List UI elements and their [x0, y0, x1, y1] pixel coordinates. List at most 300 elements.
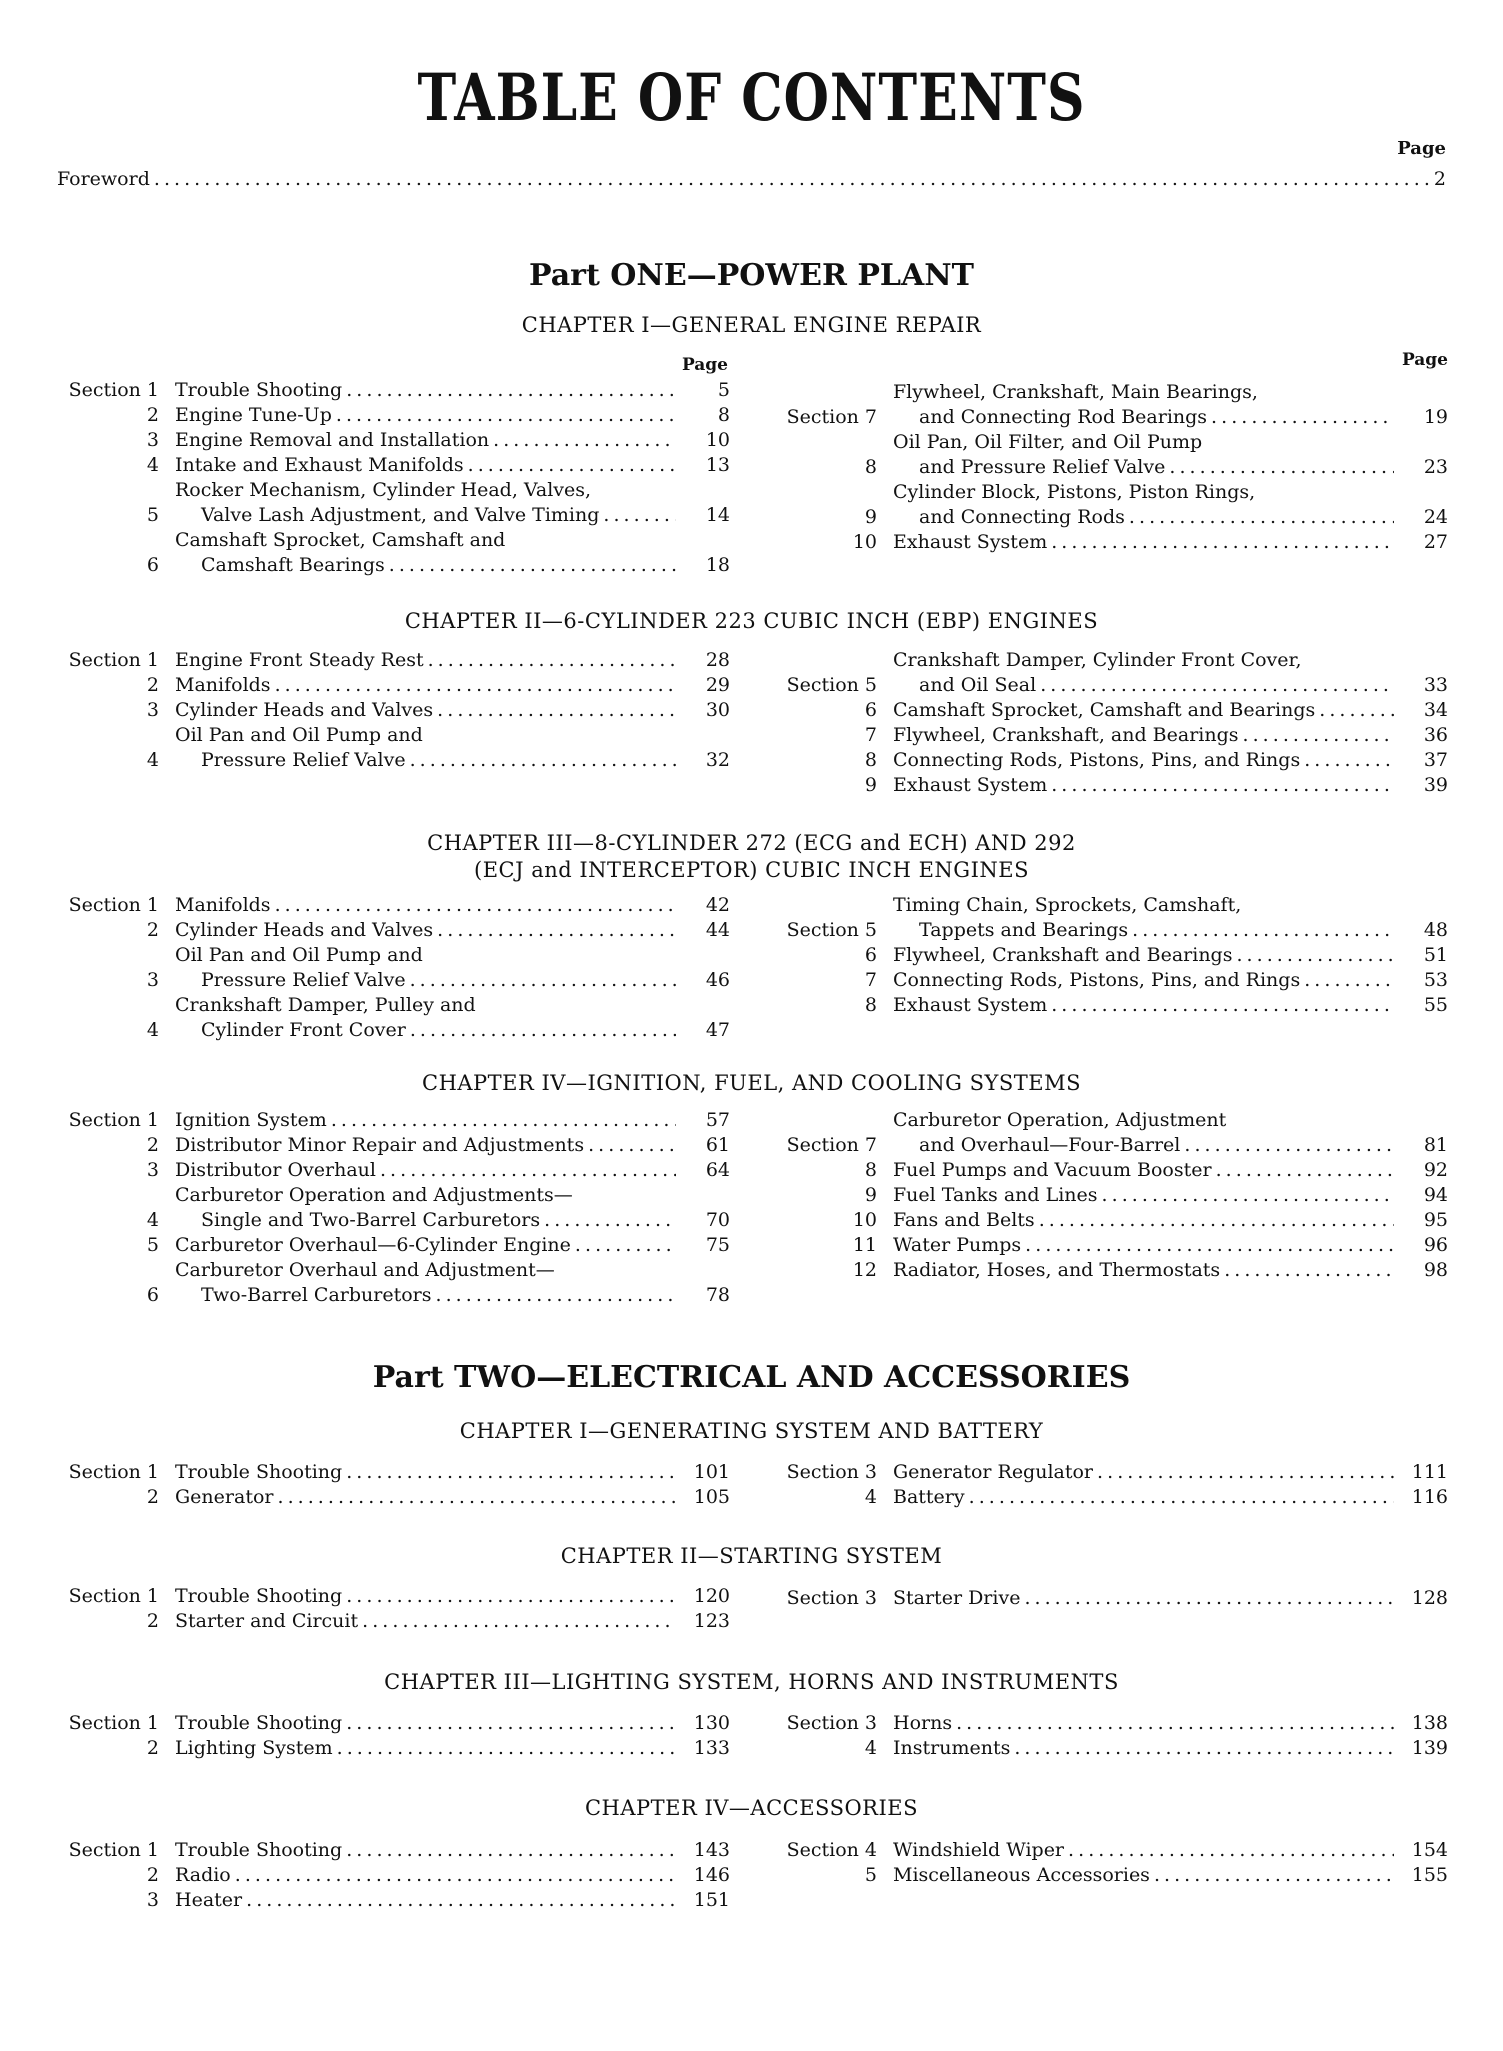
dot-leader [346, 378, 676, 403]
section-number: Section 1 [68, 649, 159, 671]
entry-title: Two-Barrel Carburetors [201, 1284, 432, 1306]
toc-entry[interactable] [775, 1863, 1448, 1888]
entry-title: Carburetor Overhaul—6-Cylinder Engine [175, 1234, 571, 1256]
entry-body [159, 1460, 730, 1485]
toc-entry[interactable] [57, 1711, 730, 1736]
entry-leader-line [893, 943, 1448, 968]
entry-title: and Overhaul—Four-Barrel [919, 1134, 1181, 1156]
toc-entry[interactable] [775, 380, 1448, 430]
toc-entry[interactable] [775, 530, 1448, 555]
toc-column [57, 378, 730, 578]
dot-leader [436, 1283, 676, 1308]
section-number: Section 1 [68, 1712, 159, 1734]
entry-body [877, 648, 1448, 698]
entry-page: 98 [1423, 1259, 1448, 1281]
toc-entry[interactable] [775, 723, 1448, 748]
toc-entry[interactable] [775, 648, 1448, 698]
entry-title: and Oil Seal [919, 674, 1037, 696]
entry-leader-line [175, 1233, 730, 1258]
entry-page: 2 [1433, 168, 1446, 190]
toc-column [57, 648, 730, 773]
entry-title-line: Crankshaft Damper, Cylinder Front Cover, [893, 649, 1302, 671]
section-number: 8 [864, 749, 877, 771]
section-number: 2 [146, 919, 159, 941]
entry-body [159, 478, 730, 528]
entry-leader-line [175, 378, 730, 403]
entry-leader-line [175, 1485, 730, 1510]
entry-title-line: Timing Chain, Sprockets, Camshaft, [893, 894, 1242, 916]
entry-body [159, 993, 730, 1043]
section-number: 4 [864, 1486, 877, 1508]
entry-body [159, 1863, 730, 1888]
dot-leader [1211, 405, 1394, 430]
section-number: Section 1 [68, 1839, 159, 1861]
entry-title: Intake and Exhaust Manifolds [175, 454, 464, 476]
entry-page: 139 [1411, 1737, 1448, 1759]
entry-leader-line [893, 1183, 1448, 1208]
entry-body [877, 773, 1448, 798]
entry-page: 151 [693, 1889, 730, 1911]
entry-title: Distributor Overhaul [175, 1159, 376, 1181]
toc-entry[interactable] [57, 918, 730, 943]
entry-page: 34 [1423, 699, 1448, 721]
toc-entry[interactable] [57, 1133, 730, 1158]
entry-page: 95 [1423, 1209, 1448, 1231]
part-two-title: Part TWO—ELECTRICAL AND ACCESSORIES [372, 1360, 1131, 1395]
toc-entry[interactable] [57, 1108, 730, 1133]
entry-title: Instruments [893, 1737, 1011, 1759]
section-number: Section 5 [786, 919, 877, 941]
entry-body [877, 530, 1448, 555]
toc-entry[interactable] [57, 1838, 730, 1863]
entry-page: 51 [1423, 944, 1448, 966]
entry-leader-line [893, 1863, 1448, 1888]
section-number: 2 [146, 1134, 159, 1156]
dot-leader [437, 918, 676, 943]
toc-entry[interactable] [57, 993, 730, 1043]
dot-leader [346, 1584, 676, 1609]
dot-leader [468, 453, 676, 478]
dot-leader [1224, 1258, 1394, 1283]
dot-leader [1129, 505, 1394, 530]
toc-entry[interactable] [775, 1460, 1448, 1485]
toc-entry[interactable] [57, 1609, 730, 1634]
entry-leader-line [175, 1133, 730, 1158]
dot-leader [346, 1711, 676, 1736]
entry-body [877, 1158, 1448, 1183]
section-number: 8 [864, 1159, 877, 1181]
section-number: Section 7 [786, 406, 877, 428]
toc-column [775, 648, 1448, 798]
dot-leader [1051, 993, 1394, 1018]
entry-page: 18 [705, 554, 730, 576]
dot-leader [1304, 968, 1394, 993]
toc-entry[interactable] [57, 1233, 730, 1258]
entry-leader-line [893, 918, 1448, 943]
entry-page: 39 [1423, 774, 1448, 796]
toc-entry[interactable] [57, 1258, 730, 1308]
entry-title: Lighting System [175, 1737, 333, 1759]
entry-page: 130 [693, 1712, 730, 1734]
toc-column [775, 893, 1448, 1018]
entry-leader-line [175, 453, 730, 478]
dot-leader [1102, 1183, 1394, 1208]
entry-body [877, 1233, 1448, 1258]
entry-title-line: Carburetor Operation and Adjustments— [175, 1184, 573, 1206]
toc-entry[interactable] [57, 1888, 730, 1913]
entry-leader-line [175, 1711, 730, 1736]
entry-leader-line [175, 503, 730, 528]
toc-entry[interactable] [57, 1584, 730, 1609]
toc-entry[interactable] [57, 1460, 730, 1485]
entry-title-line: Crankshaft Damper, Pulley and [175, 994, 476, 1016]
entry-title: Water Pumps [893, 1234, 1022, 1256]
dot-leader [493, 428, 676, 453]
entry-title: Pressure Relief Valve [201, 969, 406, 991]
entry-page: 154 [1411, 1839, 1448, 1861]
entry-page: 37 [1423, 749, 1448, 771]
toc-entry[interactable] [57, 943, 730, 993]
entry-leader-line [893, 723, 1448, 748]
entry-page: 138 [1411, 1712, 1448, 1734]
section-number: 4 [146, 454, 159, 476]
entry-body [159, 1609, 730, 1634]
toc-entry[interactable] [775, 748, 1448, 773]
entry-title: and Connecting Rod Bearings [919, 406, 1208, 428]
entry-leader-line [175, 1108, 730, 1133]
dot-leader [410, 968, 676, 993]
entry-title: Radio [175, 1864, 231, 1886]
dot-leader [410, 1018, 676, 1043]
entry-title-line: Camshaft Sprocket, Camshaft and [175, 529, 506, 551]
toc-entry[interactable] [775, 1158, 1448, 1183]
section-number: Section 3 [786, 1461, 877, 1483]
entry-body [159, 893, 730, 918]
entry-body [159, 1736, 730, 1761]
toc-entry[interactable] [57, 893, 730, 918]
entry-leader-line [175, 1460, 730, 1485]
entry-body [877, 748, 1448, 773]
entry-page: 94 [1423, 1184, 1448, 1206]
entry-body [877, 1183, 1448, 1208]
toc-entry[interactable] [775, 993, 1448, 1018]
entry-title: Fuel Tanks and Lines [893, 1184, 1098, 1206]
toc-entry[interactable] [775, 480, 1448, 530]
dot-leader [275, 673, 676, 698]
section-number: 7 [864, 969, 877, 991]
toc-entry[interactable] [775, 1233, 1448, 1258]
dot-leader [1051, 530, 1394, 555]
entry-page: 143 [693, 1839, 730, 1861]
section-number: 4 [864, 1737, 877, 1759]
toc-column [775, 1711, 1448, 1761]
entry-leader-line [175, 1609, 730, 1634]
toc-entry[interactable] [775, 893, 1448, 943]
section-number: 2 [146, 1864, 159, 1886]
entry-page: 44 [705, 919, 730, 941]
dot-leader [1097, 1460, 1394, 1485]
entry-body [159, 918, 730, 943]
entry-page: 36 [1423, 724, 1448, 746]
toc-entry[interactable] [775, 1586, 1448, 1611]
dot-leader [588, 1133, 676, 1158]
entry-title: Manifolds [175, 894, 271, 916]
entry-page: 5 [717, 379, 730, 401]
dot-leader [380, 1158, 676, 1183]
entry-page: 55 [1423, 994, 1448, 1016]
toc-entry[interactable] [775, 1183, 1448, 1208]
toc-entry[interactable] [775, 1711, 1448, 1736]
dot-leader [1014, 1736, 1394, 1761]
section-number: 7 [864, 724, 877, 746]
dot-leader [1132, 918, 1394, 943]
section-number: 6 [864, 699, 877, 721]
entry-page: 30 [705, 699, 730, 721]
toc-entry[interactable] [57, 698, 730, 723]
toc-column [775, 380, 1448, 555]
entry-page: 78 [705, 1284, 730, 1306]
section-number: 3 [146, 969, 159, 991]
entry-page: 19 [1423, 406, 1448, 428]
toc-entry[interactable] [57, 478, 730, 528]
entry-title: Trouble Shooting [175, 1585, 343, 1607]
entry-body [159, 943, 730, 993]
section-number: 6 [864, 944, 877, 966]
entry-title: Engine Removal and Installation [175, 429, 490, 451]
entry-body [877, 943, 1448, 968]
entry-title: Exhaust System [893, 531, 1048, 553]
entry-body [877, 1258, 1448, 1283]
entry-leader-line [893, 1586, 1448, 1611]
section-number: Section 1 [68, 1585, 159, 1607]
dot-leader [969, 1485, 1394, 1510]
dot-leader [275, 893, 676, 918]
entry-title: Flywheel, Crankshaft and Bearings [893, 944, 1233, 966]
dot-leader [428, 648, 676, 673]
section-number: 2 [146, 404, 159, 426]
entry-leader-line [175, 1283, 730, 1308]
entry-leader-line [893, 1485, 1448, 1510]
entry-body [159, 1838, 730, 1863]
entry-body [877, 968, 1448, 993]
toc-entry[interactable] [57, 378, 730, 403]
entry-body [159, 673, 730, 698]
entry-leader-line [893, 1736, 1448, 1761]
entry-page: 24 [1423, 506, 1448, 528]
dot-leader [1039, 1208, 1394, 1233]
entry-body [159, 528, 730, 578]
entry-leader-line [175, 1584, 730, 1609]
entry-body [877, 480, 1448, 530]
entry-body [159, 428, 730, 453]
toc-column [57, 1838, 730, 1913]
section-number: Section 5 [786, 674, 877, 696]
dot-leader [389, 553, 676, 578]
entry-title: Miscellaneous Accessories [893, 1864, 1150, 1886]
section-number: 5 [146, 1234, 159, 1256]
entry-title: Trouble Shooting [175, 1839, 343, 1861]
dot-leader [246, 1888, 676, 1913]
section-number: 3 [146, 429, 159, 451]
entry-title: Windshield Wiper [893, 1839, 1065, 1861]
toc-entry[interactable] [57, 1863, 730, 1888]
entry-page: 32 [705, 749, 730, 771]
section-number: 4 [146, 1209, 159, 1231]
entry-title-line: Carburetor Overhaul and Adjustment— [175, 1259, 555, 1281]
entry-title-line: Flywheel, Crankshaft, Main Bearings, [893, 381, 1258, 403]
chapter-title: CHAPTER I—GENERAL ENGINE REPAIR [521, 313, 982, 337]
entry-leader-line [893, 405, 1448, 430]
toc-entry[interactable] [57, 673, 730, 698]
entry-leader-line [893, 455, 1448, 480]
toc-entry[interactable] [775, 1736, 1448, 1761]
page-column-label: Page [1401, 350, 1448, 370]
entry-title: Distributor Minor Repair and Adjustments [175, 1134, 585, 1156]
entry-leader-line [175, 893, 730, 918]
entry-title: Radiator, Hoses, and Thermostats [893, 1259, 1221, 1281]
section-number: Section 1 [68, 894, 159, 916]
toc-entry[interactable] [57, 723, 730, 773]
entry-title: Cylinder Heads and Valves [175, 919, 434, 941]
entry-body [159, 403, 730, 428]
toc-entry[interactable] [57, 1158, 730, 1183]
section-number: 5 [864, 1864, 877, 1886]
toc-entry[interactable] [57, 403, 730, 428]
entry-leader-line [893, 698, 1448, 723]
entry-title-line: Cylinder Block, Pistons, Piston Rings, [893, 481, 1256, 503]
toc-entry[interactable] [775, 968, 1448, 993]
entry-leader-line [893, 1460, 1448, 1485]
page-column-label: Page [1397, 138, 1446, 159]
entry-title: Trouble Shooting [175, 1712, 343, 1734]
entry-body [877, 1208, 1448, 1233]
toc-column [775, 1108, 1448, 1283]
entry-leader-line [893, 773, 1448, 798]
entry-body [877, 1460, 1448, 1485]
entry-title: Generator [175, 1486, 274, 1508]
entry-leader-line [893, 1158, 1448, 1183]
entry-title: Cylinder Heads and Valves [175, 699, 434, 721]
entry-title: Tappets and Bearings [919, 919, 1129, 941]
dot-leader [1051, 773, 1394, 798]
dot-leader [331, 1108, 676, 1133]
entry-page: 28 [705, 649, 730, 671]
entry-leader-line [175, 1158, 730, 1183]
entry-page: 96 [1423, 1234, 1448, 1256]
toc-entry[interactable] [57, 528, 730, 578]
entry-body [159, 1108, 730, 1133]
toc-entry[interactable] [57, 453, 730, 478]
entry-leader-line [893, 530, 1448, 555]
entry-title: Battery [893, 1486, 965, 1508]
entry-title-line: Oil Pan and Oil Pump and [175, 944, 423, 966]
entry-title: Fans and Belts [893, 1209, 1035, 1231]
entry-leader-line [175, 1838, 730, 1863]
toc-entry[interactable] [57, 428, 730, 453]
entry-title: Pressure Relief Valve [201, 749, 406, 771]
entry-leader-line [893, 748, 1448, 773]
entry-leader-line [175, 648, 730, 673]
entry-title: Generator Regulator [893, 1461, 1094, 1483]
dot-leader [410, 748, 676, 773]
toc-column [775, 1460, 1448, 1510]
entry-leader-line [893, 1233, 1448, 1258]
toc-entry[interactable] [57, 648, 730, 673]
dot-leader [575, 1233, 676, 1258]
dot-leader [1025, 1233, 1394, 1258]
entry-title: Connecting Rods, Pistons, Pins, and Rings [893, 749, 1301, 771]
section-number: 11 [852, 1234, 877, 1256]
toc-entry[interactable] [57, 1485, 730, 1510]
section-number: 4 [146, 1019, 159, 1041]
entry-page: 101 [693, 1461, 730, 1483]
entry-leader-line [175, 748, 730, 773]
entry-leader-line [175, 1018, 730, 1043]
entry-body [877, 1736, 1448, 1761]
dot-leader [1216, 1158, 1394, 1183]
dot-leader [1236, 943, 1394, 968]
entry-body [877, 1485, 1448, 1510]
section-number: 3 [146, 1159, 159, 1181]
entry-title: Trouble Shooting [175, 379, 343, 401]
section-number: 3 [146, 1889, 159, 1911]
entry-body [877, 893, 1448, 943]
toc-entry[interactable] [775, 430, 1448, 480]
entry-title: Exhaust System [893, 994, 1048, 1016]
entry-title-line: Rocker Mechanism, Cylinder Head, Valves, [175, 479, 592, 501]
entry-page: 61 [705, 1134, 730, 1156]
entry-title: Starter Drive [893, 1587, 1021, 1609]
entry-page: 116 [1411, 1486, 1448, 1508]
entry-body [159, 723, 730, 773]
section-number: 10 [852, 531, 877, 553]
page-title: TABLE OF CONTENTS [417, 60, 1086, 137]
toc-column [57, 1460, 730, 1510]
toc-entry[interactable] [775, 1838, 1448, 1863]
entry-page: 57 [705, 1109, 730, 1131]
section-number: 4 [146, 749, 159, 771]
section-number: 2 [146, 674, 159, 696]
entry-title: Horns [893, 1712, 953, 1734]
section-number: 6 [146, 554, 159, 576]
entry-body [159, 1133, 730, 1158]
dot-leader [1304, 748, 1394, 773]
toc-entry[interactable] [775, 773, 1448, 798]
toc-entry[interactable] [57, 1736, 730, 1761]
chapter-title: CHAPTER I—GENERATING SYSTEM AND BATTERY [459, 1419, 1044, 1443]
entry-leader-line [175, 968, 730, 993]
entry-page: 46 [705, 969, 730, 991]
entry-title: Engine Tune-Up [175, 404, 332, 426]
toc-entry[interactable] [775, 698, 1448, 723]
entry-title: and Pressure Relief Valve [919, 456, 1166, 478]
entry-body [877, 698, 1448, 723]
dot-leader [154, 168, 1430, 190]
entry-title: Exhaust System [893, 774, 1048, 796]
chapter-title: CHAPTER II—6-CYLINDER 223 CUBIC INCH (EBP) ENGINES [404, 609, 1099, 633]
toc-entry[interactable] [775, 1208, 1448, 1233]
toc-entry[interactable] [775, 1485, 1448, 1510]
entry-body [877, 1863, 1448, 1888]
toc-entry[interactable] [57, 1183, 730, 1233]
toc-entry[interactable] [775, 1258, 1448, 1283]
section-number: Section 3 [786, 1587, 877, 1609]
entry-body [877, 723, 1448, 748]
toc-entry-foreword[interactable] [57, 168, 1446, 190]
toc-entry[interactable] [775, 943, 1448, 968]
toc-entry[interactable] [775, 1108, 1448, 1158]
entry-page: 27 [1423, 531, 1448, 553]
